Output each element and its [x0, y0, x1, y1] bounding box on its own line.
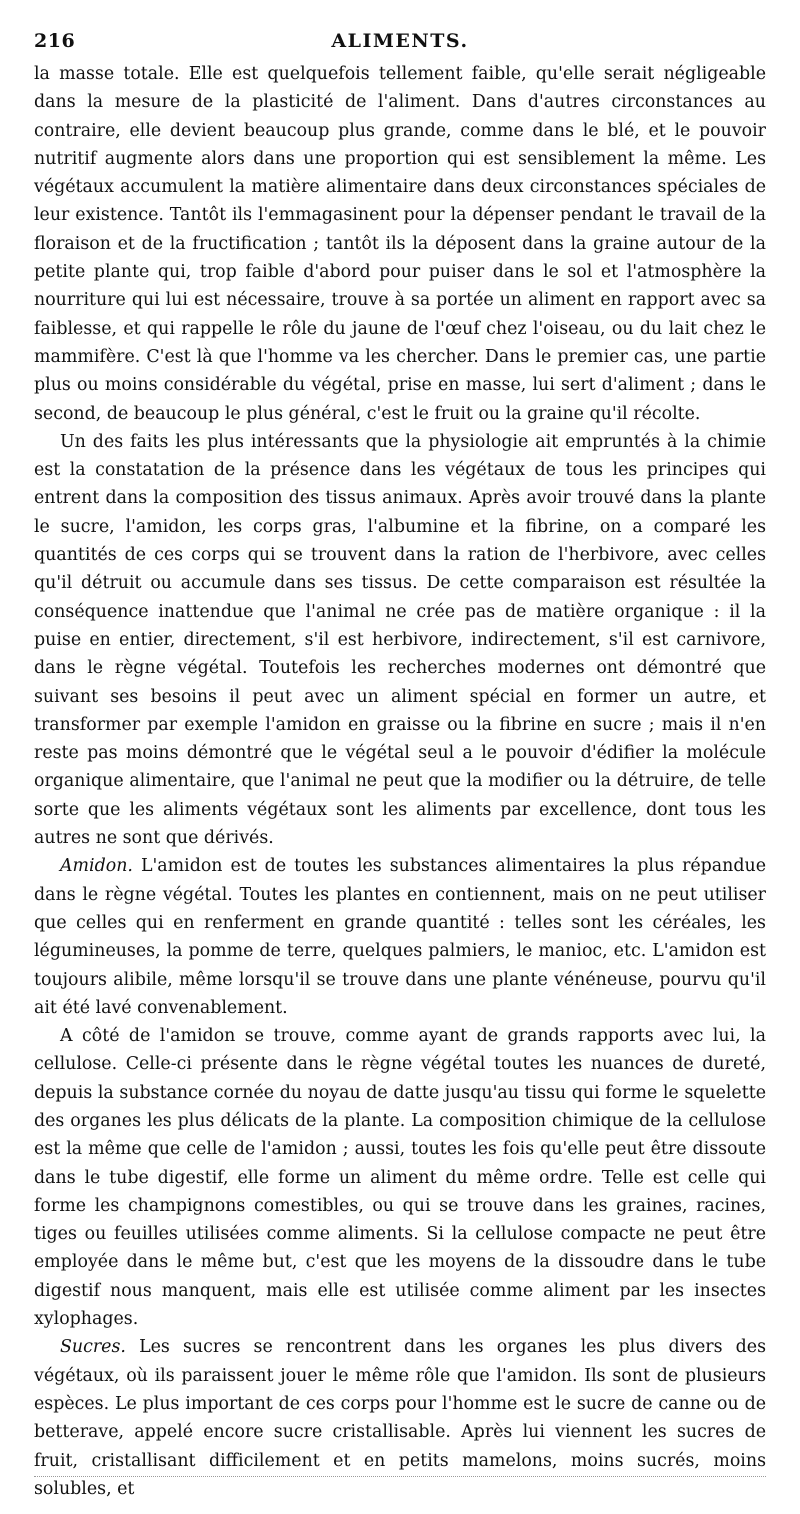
- paragraph-chemistry: [34, 428, 766, 852]
- paragraph-text: la masse totale. Elle est quelquefois tellement faible, qu'elle serait négligeable dans la mesure de la plasticité de l'aliment. Dans d'autres circonstances au contraire, elle devient beaucoup plus grande, comme dans le blé, et le pouvoir nutritif augmente alors dans une proportion qui est sensiblement la même. Les végétaux accumulent la matière alimentaire dans deux circonstances spéciales de leur existence. Tantôt ils l'emmagasinent pour la dépenser pendant le travail de la floraison et de la fructification ; tantôt ils la déposent dans la graine autour de la petite plante qui, trop faible d'abord pour puiser dans le sol et l'atmosphère la nourriture qui lui est nécessaire, trouve à sa portée un aliment en rapport avec sa faiblesse, et qui rappelle le rôle du jaune de l'œuf chez l'oiseau, ou du lait chez le mammifère. C'est là que l'homme va les chercher. Dans le premier cas, une partie plus ou moins considérable du végétal, prise en masse, lui sert d'aliment ; dans le second, de beaucoup le plus général, c'est le fruit ou la graine qu'il récolte.: [34, 64, 766, 424]
- section-term: Sucres.: [60, 1337, 126, 1358]
- page-number: 216: [34, 30, 76, 52]
- paragraph-continuation: [34, 60, 766, 428]
- paragraph-text: Les sucres se rencontrent dans les organes les plus divers des végétaux, où ils paraissent jouer le même rôle que l'amidon. Ils sont de plusieurs espèces. Le plus important de ces corps pour l'homme est le sucre de canne ou de betterave, appelé encore sucre cristallisable. Après lui viennent les sucres de fruit, cristallisant difficilement et en petits mamelons, moins sucrés, moins solubles, et: [34, 1337, 766, 1499]
- paragraph-text: A côté de l'amidon se trouve, comme ayant de grands rapports avec lui, la cellulose. Celle-ci présente dans le règne végétal toutes les nuances de dureté, depuis la substance cornée du noyau de datte jusqu'au tissu qui forme le squelette des organes les plus délicats de la plante. La composition chimique de la cellulose est la même que celle de l'amidon ; aussi, toutes les fois qu'elle peut être dissoute dans le tube digestif, elle forme un aliment du même ordre. Telle est celle qui forme les champignons comestibles, ou qui se trouve dans les graines, racines, tiges ou feuilles utilisées comme aliments. Si la cellulose compacte ne peut être employée dans le même but, c'est que les moyens de la dissoudre dans le tube digestif nous manquent, mais elle est utilisée comme aliment par les insectes xylophages.: [34, 1026, 766, 1330]
- paragraph-amidon: [34, 852, 766, 1022]
- paragraph-sucres: [34, 1333, 766, 1503]
- footer-divider: [34, 1476, 766, 1477]
- body-text: [34, 60, 766, 1503]
- paragraph-text: Un des faits les plus intéressants que la physiologie ait empruntés à la chimie est la constatation de la présence dans les végétaux de tous les principes qui entrent dans la composition des tissus animaux. Après avoir trouvé dans la plante le sucre, l'amidon, les corps gras, l'albumine et la fibrine, on a comparé les quantités de ces corps qui se trouvent dans la ration de l'herbivore, avec celles qu'il détruit ou accumule dans ses tissus. De cette comparaison est résultée la conséquence inattendue que l'animal ne crée pas de matière organique : il la puise en entier, directement, s'il est herbivore, indirectement, s'il est carnivore, dans le règne végétal. Toutefois les recherches modernes ont démontré que suivant ses besoins il peut avec un aliment spécial en former un autre, et transformer par exemple l'amidon en graisse ou la fibrine en sucre ; mais il n'en reste pas moins démontré que le végétal seul a le pouvoir d'édifier la molécule organique alimentaire, que l'animal ne peut que la modifier ou la détruire, de telle sorte que les aliments végétaux sont les aliments par excellence, dont tous les autres ne sont que dérivés.: [34, 431, 766, 849]
- paragraph-cellulose: [34, 1022, 766, 1333]
- paragraph-text: L'amidon est de toutes les substances alimentaires la plus répandue dans le règne végétal. Toutes les plantes en contiennent, mais on ne peut utiliser que celles qui en renferment en grande quantité : telles sont les céréales, les légumineuses, la pomme de terre, quelques palmiers, le manioc, etc. L'amidon est toujours alibile, même lorsqu'il se trouve dans une plante vénéneuse, pourvu qu'il ait été lavé convenablement.: [34, 856, 766, 1018]
- page-header: [34, 30, 766, 58]
- section-term: Amidon.: [60, 856, 133, 877]
- running-title: ALIMENTS.: [331, 30, 469, 52]
